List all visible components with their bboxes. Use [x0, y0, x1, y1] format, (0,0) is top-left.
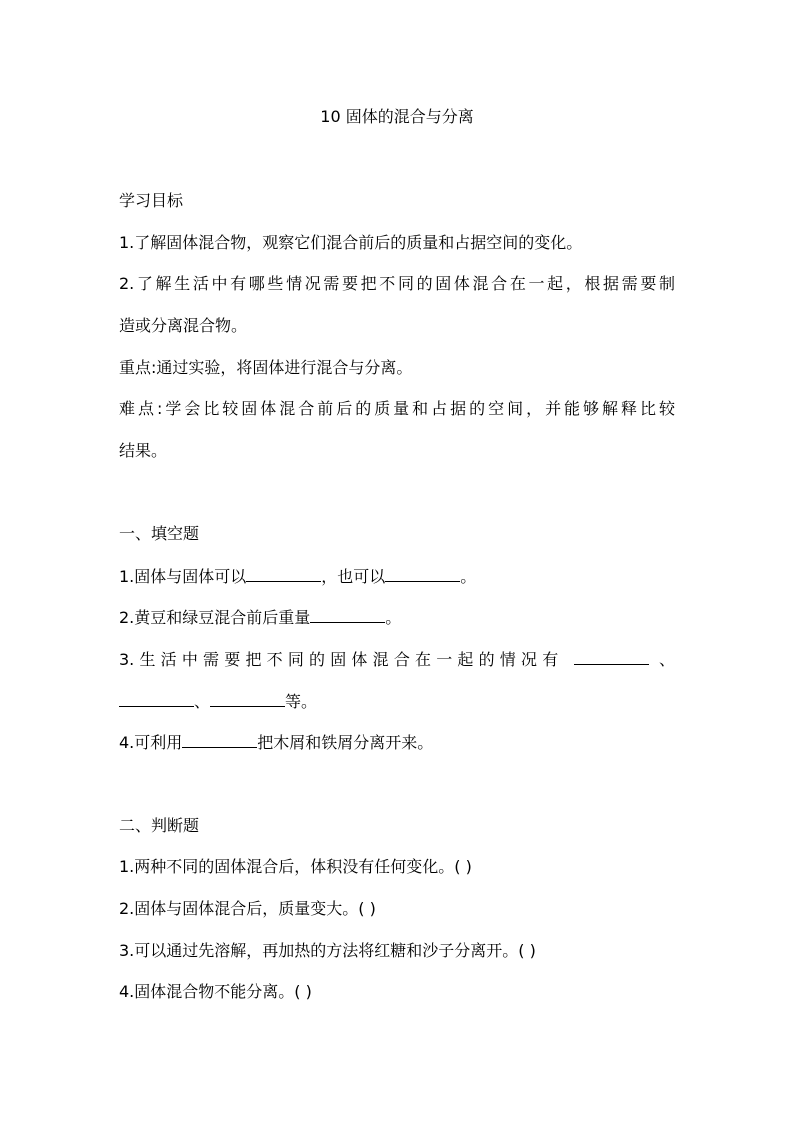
true-false-question-1: 1.两种不同的固体混合后，体积没有任何变化。( ): [119, 857, 472, 876]
key-point: 重点:通过实验，将固体进行混合与分离。: [119, 358, 413, 377]
answer-blank[interactable]: [210, 690, 285, 707]
true-false-heading: 二、判断题: [119, 816, 200, 835]
true-false-question-4: 4.固体混合物不能分离。( ): [119, 982, 312, 1001]
question-text: 、: [194, 692, 211, 711]
answer-blank[interactable]: [119, 690, 194, 707]
question-text: ，也可以: [321, 567, 386, 586]
question-text: 3.生活中需要把不同的固体混合在一起的情况有: [119, 650, 564, 669]
question-text: 、: [658, 650, 675, 669]
difficulty-line-2: 结果。: [119, 441, 168, 460]
question-text: 2.黄豆和绿豆混合前后重量: [119, 608, 311, 627]
question-text: 1.固体与固体可以: [119, 567, 247, 586]
true-false-question-2: 2.固体与固体混合后，质量变大。( ): [119, 899, 376, 918]
difficulty-line-1: 难点:学会比较固体混合前后的质量和占据的空间，并能够解释比较: [119, 399, 675, 418]
question-text: 。: [460, 567, 477, 586]
answer-blank[interactable]: [385, 565, 460, 582]
objectives-heading: 学习目标: [119, 191, 184, 210]
fill-blank-heading: 一、填空题: [119, 524, 200, 543]
fill-blank-question-3-line-1: [119, 648, 675, 671]
answer-blank[interactable]: [182, 731, 257, 748]
answer-blank[interactable]: [310, 606, 385, 623]
answer-blank[interactable]: [574, 648, 649, 665]
answer-blank[interactable]: [246, 565, 321, 582]
true-false-question-3: 3.可以通过先溶解，再加热的方法将红糖和沙子分离开。( ): [119, 941, 536, 960]
objective-item-2-line-2: 造或分离混合物。: [119, 316, 248, 335]
question-text: 。: [385, 608, 402, 627]
page-title: 10 固体的混合与分离: [320, 107, 474, 126]
question-text: 等。: [285, 692, 318, 711]
question-text: 4.可利用: [119, 733, 183, 752]
question-text: 把木屑和铁屑分离开来。: [257, 733, 434, 752]
fill-blank-question-4: [119, 731, 433, 754]
objective-item-2-line-1: 2.了解生活中有哪些情况需要把不同的固体混合在一起，根据需要制: [119, 274, 675, 293]
objective-item-1: 1.了解固体混合物，观察它们混合前后的质量和占据空间的变化。: [119, 233, 583, 252]
fill-blank-question-2: [119, 606, 401, 629]
fill-blank-question-1: [119, 565, 476, 588]
fill-blank-question-3-line-2: [119, 690, 317, 713]
